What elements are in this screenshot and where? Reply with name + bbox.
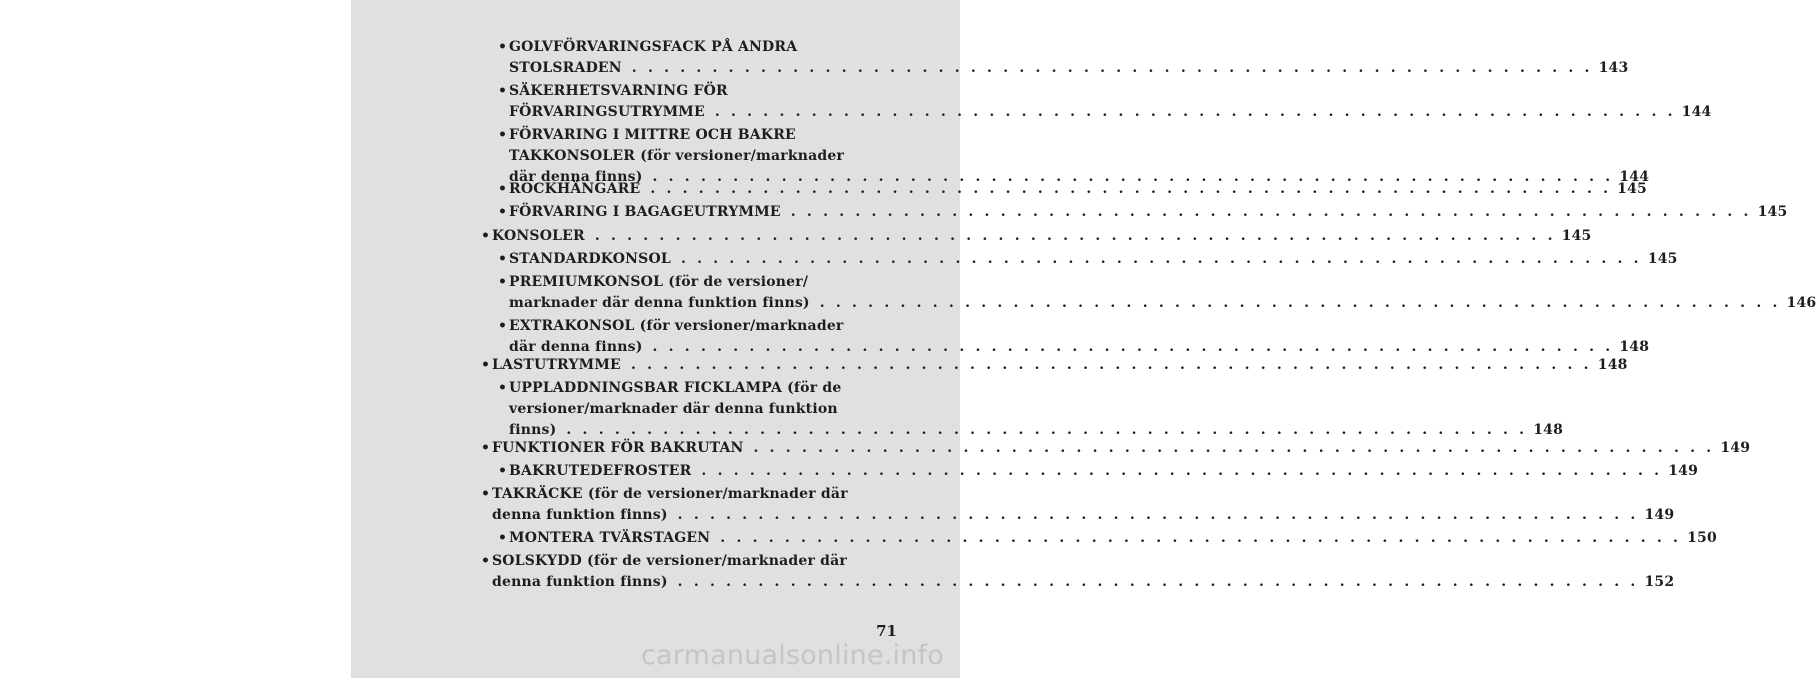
bullet-icon: • [498, 204, 508, 220]
toc-entry-title: STOLSRADEN [509, 60, 622, 76]
toc-entry-title: • LASTUTRYMME [481, 355, 621, 376]
dot-leader: . . . . . . . . . . . . . . . . . . . . . . . . . . . . . . . . . . . . . . . . . . . . . . . . . . . . . . . . . . . . [790, 204, 1752, 220]
bullet-icon: • [498, 127, 508, 143]
bullet-icon: • [498, 39, 508, 55]
bullet-icon: • [481, 553, 491, 569]
toc-entry-title: • STANDARDKONSOL [498, 249, 671, 270]
toc-entry[interactable] [498, 81, 1712, 123]
toc-page-number: 148 [1533, 422, 1564, 438]
bullet-icon: • [498, 463, 508, 479]
toc-entry[interactable] [481, 438, 1751, 459]
bullet-icon: • [481, 228, 491, 244]
toc-entry-title: marknader där denna funktion finns) [509, 295, 810, 311]
toc-page-number: 150 [1687, 530, 1717, 546]
bullet-icon: • [481, 440, 491, 456]
toc-entry-title: versioner/marknader där denna funktion [509, 401, 838, 417]
toc-entry-title: • KONSOLER [481, 226, 585, 247]
toc-entry-title: • SOLSKYDD (för de versioner/marknader där [481, 551, 847, 572]
toc-entry[interactable] [498, 202, 1788, 223]
dot-leader: . . . . . . . . . . . . . . . . . . . . . . . . . . . . . . . . . . . . . . . . . . . . . . . . . . . . . . . . . . . . [677, 574, 1639, 590]
toc-entry[interactable] [481, 551, 1675, 593]
page-number: 71 [876, 622, 897, 640]
toc-page-number: 144 [1681, 104, 1712, 120]
toc-entry-title: där denna finns) [509, 169, 643, 185]
bullet-icon: • [498, 530, 508, 546]
toc-entry[interactable] [498, 272, 1816, 314]
bullet-icon: • [498, 251, 508, 267]
toc-entry-title: • SÄKERHETSVARNING FÖR [498, 81, 728, 102]
toc-entry-title: • BAKRUTEDEFROSTER [498, 461, 691, 482]
toc-entry[interactable] [498, 249, 1678, 270]
dot-leader: . . . . . . . . . . . . . . . . . . . . . . . . . . . . . . . . . . . . . . . . . . . . . . . . . . . . . . . . . . . . [650, 181, 1612, 197]
bullet-icon: • [498, 318, 508, 334]
toc-entry-title: • TAKRÄCKE (för de versioner/marknader där [481, 484, 848, 505]
toc-entry-title: denna funktion finns) [492, 507, 668, 523]
toc-page-number: 149 [1720, 440, 1751, 456]
toc-entry-title: • UPPLADDNINGSBAR FICKLAMPA (för de [498, 378, 841, 399]
toc-entry[interactable] [498, 179, 1647, 200]
dot-leader: . . . . . . . . . . . . . . . . . . . . . . . . . . . . . . . . . . . . . . . . . . . . . . . . . . . . . . . . . . . . [566, 422, 1528, 438]
dot-leader: . . . . . . . . . . . . . . . . . . . . . . . . . . . . . . . . . . . . . . . . . . . . . . . . . . . . . . . . . . . . [701, 463, 1663, 479]
toc-entry[interactable] [481, 355, 1628, 376]
toc-entry-title: • FUNKTIONER FÖR BAKRUTAN [481, 438, 744, 459]
toc-entry-title: • PREMIUMKONSOL (för de versioner/ [498, 272, 808, 293]
toc-page-number: 145 [1561, 228, 1592, 244]
dot-leader: . . . . . . . . . . . . . . . . . . . . . . . . . . . . . . . . . . . . . . . . . . . . . . . . . . . . . . . . . . . . [753, 440, 1715, 456]
toc-page-number: 152 [1644, 574, 1675, 590]
toc-entry-title: • EXTRAKONSOL (för versioner/marknader [498, 316, 844, 337]
page-left-margin [0, 0, 351, 678]
dot-leader: . . . . . . . . . . . . . . . . . . . . . . . . . . . . . . . . . . . . . . . . . . . . . . . . . . . . . . . . . . . . [720, 530, 1682, 546]
toc-entry[interactable] [498, 528, 1717, 549]
toc-page-number: 148 [1597, 357, 1628, 373]
toc-page-number: 149 [1644, 507, 1675, 523]
toc-page-number: 146 [1786, 295, 1816, 311]
watermark-text: carmanualsonline.info [641, 640, 944, 671]
bullet-icon: • [481, 486, 491, 502]
toc-page-number: 149 [1668, 463, 1699, 479]
bullet-icon: • [498, 380, 508, 396]
toc-entry[interactable] [481, 226, 1592, 247]
toc-entry-title: denna funktion finns) [492, 574, 668, 590]
toc-entry[interactable] [498, 316, 1650, 358]
dot-leader: . . . . . . . . . . . . . . . . . . . . . . . . . . . . . . . . . . . . . . . . . . . . . . . . . . . . . . . . . . . . [819, 295, 1781, 311]
dot-leader: . . . . . . . . . . . . . . . . . . . . . . . . . . . . . . . . . . . . . . . . . . . . . . . . . . . . . . . . . . . . [652, 169, 1614, 185]
toc-entry-title: • MONTERA TVÄRSTAGEN [498, 528, 710, 549]
toc-page-number: 144 [1619, 169, 1650, 185]
bullet-icon: • [498, 181, 508, 197]
dot-leader: . . . . . . . . . . . . . . . . . . . . . . . . . . . . . . . . . . . . . . . . . . . . . . . . . . . . . . . . . . . . [680, 251, 1642, 267]
toc-entry-title: FÖRVARINGSUTRYMME [509, 104, 705, 120]
toc-entry-title: • FÖRVARING I BAGAGEUTRYMME [498, 202, 781, 223]
dot-leader: . . . . . . . . . . . . . . . . . . . . . . . . . . . . . . . . . . . . . . . . . . . . . . . . . . . . . . . . . . . . [631, 60, 1593, 76]
toc-entry-title: • FÖRVARING I MITTRE OCH BAKRE [498, 125, 796, 146]
toc-page-number: 143 [1598, 60, 1629, 76]
toc-entry-title: finns) [509, 422, 557, 438]
dot-leader: . . . . . . . . . . . . . . . . . . . . . . . . . . . . . . . . . . . . . . . . . . . . . . . . . . . . . . . . . . . . [652, 339, 1614, 355]
toc-entry[interactable] [498, 378, 1564, 441]
toc-page-number: 145 [1617, 181, 1647, 197]
toc-entry[interactable] [481, 484, 1675, 526]
dot-leader: . . . . . . . . . . . . . . . . . . . . . . . . . . . . . . . . . . . . . . . . . . . . . . . . . . . . . . . . . . . . [594, 228, 1556, 244]
toc-entry-title: • ROCKHÄNGARE [498, 179, 640, 200]
bullet-icon: • [498, 274, 508, 290]
dot-leader: . . . . . . . . . . . . . . . . . . . . . . . . . . . . . . . . . . . . . . . . . . . . . . . . . . . . . . . . . . . . [630, 357, 1592, 373]
bullet-icon: • [498, 83, 508, 99]
toc-entry-title: där denna finns) [509, 339, 643, 355]
toc-page-number: 145 [1757, 204, 1788, 220]
toc-page-number: 148 [1619, 339, 1650, 355]
toc-entry-title: • GOLVFÖRVARINGSFACK PÅ ANDRA [498, 37, 797, 58]
dot-leader: . . . . . . . . . . . . . . . . . . . . . . . . . . . . . . . . . . . . . . . . . . . . . . . . . . . . . . . . . . . . [714, 104, 1676, 120]
dot-leader: . . . . . . . . . . . . . . . . . . . . . . . . . . . . . . . . . . . . . . . . . . . . . . . . . . . . . . . . . . . . [677, 507, 1639, 523]
toc-page-number: 145 [1647, 251, 1678, 267]
toc-entry-title: TAKKONSOLER (för versioner/marknader [509, 148, 845, 164]
toc-entry[interactable] [498, 37, 1629, 79]
bullet-icon: • [481, 357, 491, 373]
toc-entry[interactable] [498, 461, 1699, 482]
